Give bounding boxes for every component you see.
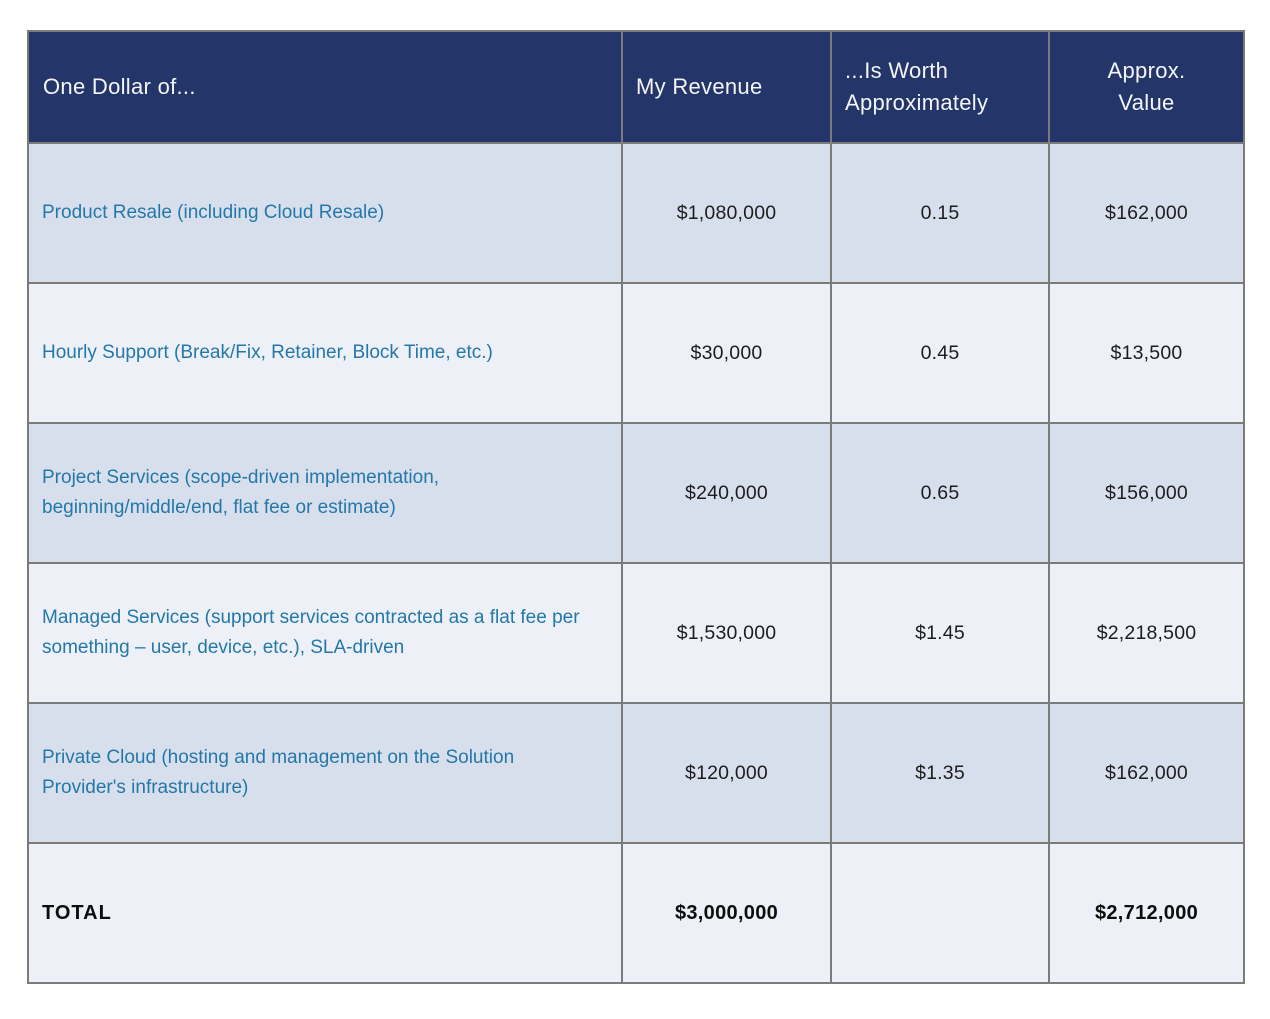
revenue-value: $240,000: [622, 423, 831, 563]
approx-value: $13,500: [1049, 283, 1244, 423]
total-row: [28, 843, 1244, 983]
row-label: Hourly Support (Break/Fix, Retainer, Block Time, etc.): [28, 283, 622, 423]
approx-value: $156,000: [1049, 423, 1244, 563]
table-row-project-services: [28, 423, 1244, 563]
table-row-hourly-support: [28, 283, 1244, 423]
row-label: Private Cloud (hosting and management on the Solution Provider's infrastructure): [28, 703, 622, 843]
revenue-value-table: [27, 30, 1245, 984]
table-row-product-resale: [28, 143, 1244, 283]
col-header-approx-value: Approx. Value: [1049, 31, 1244, 143]
table-row-managed-services: [28, 563, 1244, 703]
revenue-value: $120,000: [622, 703, 831, 843]
approx-value: $162,000: [1049, 143, 1244, 283]
table-row-private-cloud: [28, 703, 1244, 843]
header-row: [28, 31, 1244, 143]
row-label: Project Services (scope-driven implementation, beginning/middle/end, flat fee or estimate): [28, 423, 622, 563]
revenue-value: $1,530,000: [622, 563, 831, 703]
worth-multiplier: 0.65: [831, 423, 1049, 563]
total-worth-cell: [831, 843, 1049, 983]
approx-value: $2,218,500: [1049, 563, 1244, 703]
worth-multiplier: 0.15: [831, 143, 1049, 283]
worth-multiplier: 0.45: [831, 283, 1049, 423]
col-header-is-worth-approximately: ...Is Worth Approximately: [831, 31, 1049, 143]
total-approx-value: $2,712,000: [1049, 843, 1244, 983]
total-label: TOTAL: [28, 843, 622, 983]
row-label: Managed Services (support services contracted as a flat fee per something – user, device, etc.), SLA-driven: [28, 563, 622, 703]
row-label: Product Resale (including Cloud Resale): [28, 143, 622, 283]
total-revenue-value: $3,000,000: [622, 843, 831, 983]
col-header-one-dollar-of: One Dollar of...: [28, 31, 622, 143]
revenue-value: $30,000: [622, 283, 831, 423]
col-header-my-revenue: My Revenue: [622, 31, 831, 143]
revenue-value: $1,080,000: [622, 143, 831, 283]
approx-value: $162,000: [1049, 703, 1244, 843]
worth-multiplier: $1.35: [831, 703, 1049, 843]
worth-multiplier: $1.45: [831, 563, 1049, 703]
